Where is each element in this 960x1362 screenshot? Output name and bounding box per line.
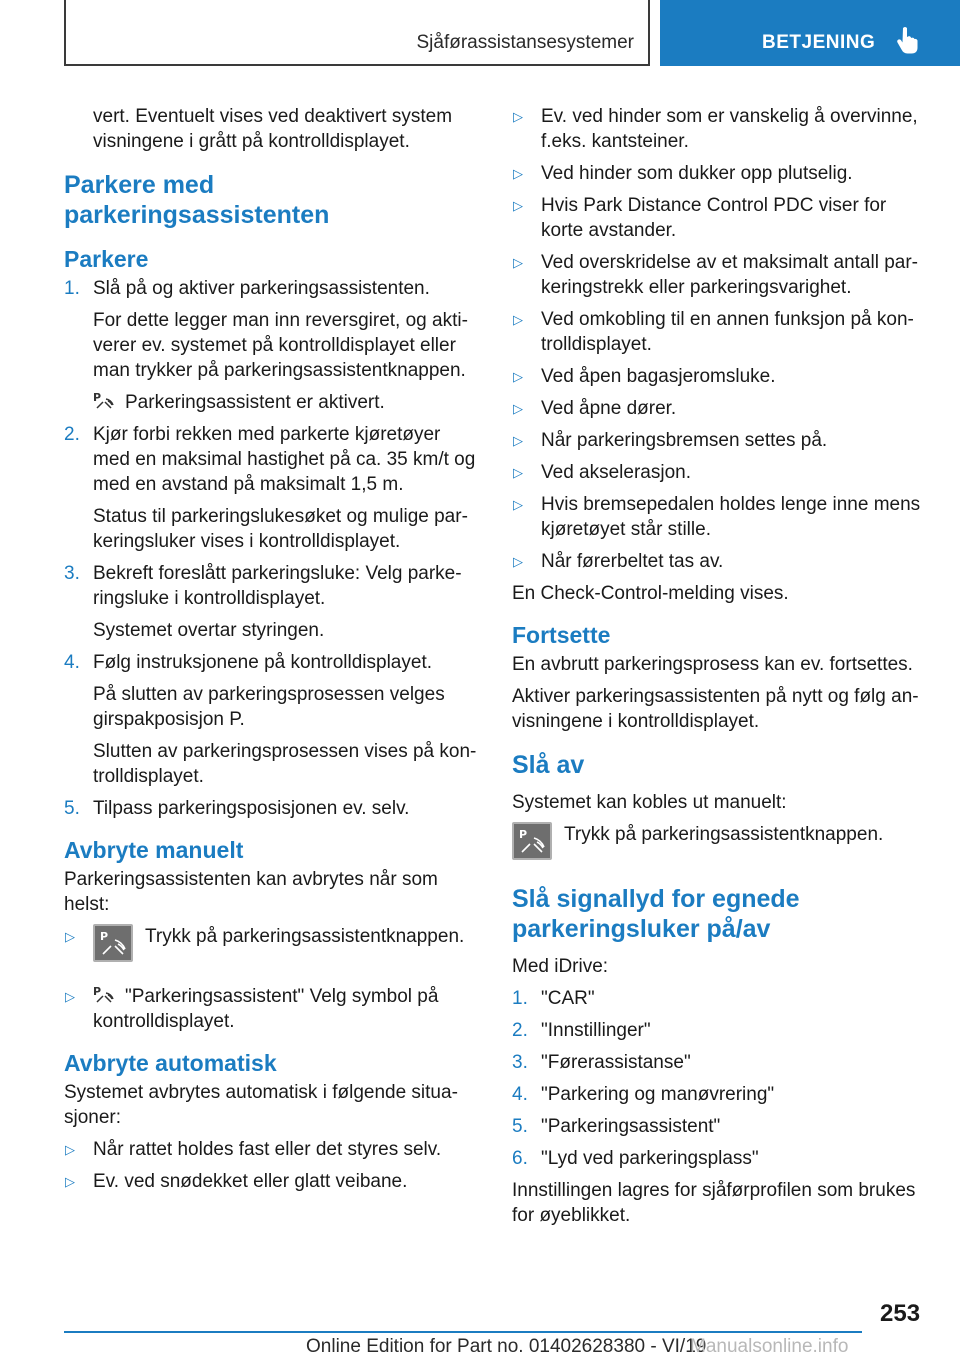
instruction-text: Trykk på parkeringsassistentknappen.	[145, 926, 465, 947]
footer-edition: Online Edition for Part no. 01402628380 - VI/19	[306, 1336, 707, 1357]
step-number: 5.	[64, 798, 80, 819]
triangle-bullet-icon: ▷	[513, 166, 523, 181]
instruction-text: "Parkeringsassistent" Velg symbol på kontrolldisplayet.	[93, 986, 439, 1032]
step-number: 2.	[64, 424, 80, 445]
off-text: Systemet kan kobles ut manuelt:	[512, 792, 787, 813]
triangle-bullet-icon: ▷	[513, 433, 523, 448]
continue-text-2: Aktiver parkeringsassistenten på nytt og følg anvisningene i kontrolldisplayet.	[512, 686, 919, 732]
heading-off: Slå av	[512, 751, 585, 779]
check-control-text: En Check-Control-melding vises.	[512, 583, 789, 604]
step-number: 3.	[64, 563, 80, 584]
list-item: 6. "Lyd ved parkeringsplass"	[512, 1148, 759, 1169]
list-item: ▷ Ved akselerasjon.	[513, 462, 691, 483]
manual-list	[64, 924, 480, 1034]
list-item: ▷ Når rattet holdes fast eller det styres selv.	[65, 1139, 442, 1160]
hand-pointer-icon	[896, 26, 922, 54]
icon-caption: Parkeringsassistent er aktivert.	[125, 392, 385, 413]
list-item: ▷ Ev. ved snødekket eller glatt veibane.	[65, 1171, 408, 1192]
triangle-bullet-icon: ▷	[513, 312, 523, 327]
auto-list-continued	[512, 104, 928, 574]
step-text: Slå på og aktiver parkeringsassistenten.	[93, 278, 430, 299]
list-item: 2. "Innstillinger"	[512, 1020, 651, 1041]
triangle-bullet-icon: ▷	[65, 1142, 75, 1157]
header-section-box	[64, 0, 650, 66]
header-chapter-tab	[660, 0, 960, 66]
list-item: ▷ Hvis Park Distance Control PDC viser for korte avstander.	[513, 195, 887, 241]
list-item: ▷ Når parkeringsbremsen settes på.	[513, 430, 828, 451]
step-extra: Slutten av parkeringsprosessen vises på kontrolldisplayet.	[93, 741, 477, 787]
instruction-text: Trykk på parkeringsassistentknappen.	[564, 824, 884, 845]
list-item	[64, 924, 480, 970]
svg-text:P: P	[93, 985, 102, 998]
triangle-bullet-icon: ▷	[513, 497, 523, 512]
parking-assistant-button-icon	[93, 924, 133, 962]
list-item: ▷ Ev. ved hinder som er vanskelig å overvinne, f.eks. kantsteiner.	[513, 106, 918, 152]
auto-text: Systemet avbrytes automatisk i følgende situasjoner:	[64, 1082, 458, 1128]
parking-assistant-button-icon	[512, 822, 552, 860]
triangle-bullet-icon: ▷	[65, 989, 75, 1004]
heading-parkere: Parkere	[64, 246, 149, 272]
step-text: Kjør forbi rekken med parkerte kjøretøyer med en maksimal hastighet på ca. 35 km/t og med en avstand på maksimalt 1,5 m.	[93, 424, 476, 495]
svg-text:P: P	[519, 828, 528, 841]
step-number: 1.	[64, 278, 80, 299]
list-item	[64, 984, 480, 1034]
list-item	[64, 422, 480, 554]
right-column	[512, 104, 928, 1235]
list-item	[64, 276, 480, 415]
list-item: ▷ Ved åpen bagasjeromsluke.	[513, 366, 776, 387]
triangle-bullet-icon: ▷	[513, 465, 523, 480]
list-item: ▷ Når førerbeltet tas av.	[513, 551, 724, 572]
step-extra: På slutten av parkeringsprosessen velges girspakposisjon P.	[93, 684, 445, 730]
button-instruction	[93, 924, 480, 970]
step-text: Følg instruksjonene på kontrolldisplayet.	[93, 652, 433, 673]
svg-text:P: P	[93, 391, 102, 404]
signal-intro: Med iDrive:	[512, 956, 609, 977]
list-item	[64, 650, 480, 789]
triangle-bullet-icon: ▷	[513, 109, 523, 124]
list-item: 5. "Parkeringsassistent"	[512, 1116, 721, 1137]
step-extra: Status til parkeringslukesøket og mulige parkeringsluker vises i kontrolldisplayet.	[93, 506, 468, 552]
list-item: ▷ Hvis bremsepedalen holdes lenge inne mens kjøretøyet står stille.	[513, 494, 921, 540]
footer-divider	[64, 1331, 862, 1333]
step-text: Bekreft foreslått parkeringsluke: Velg parkeringsluke i kontrolldisplayet.	[93, 563, 462, 609]
header-section-title: Sjåførassistansesystemer	[416, 32, 634, 53]
svg-text:P: P	[100, 930, 109, 943]
auto-list	[64, 1137, 480, 1194]
heading-manual: Avbryte manuelt	[64, 837, 244, 863]
list-item: ▷ Ved hinder som dukker opp plutselig.	[513, 163, 853, 184]
list-item: 3. "Førerassistanse"	[512, 1052, 691, 1073]
step-extra: For dette legger man inn reversgiret, og aktiverer ev. systemet på kontrolldisplayet eller man trykker på parkeringsassistentknappen.	[93, 310, 468, 381]
intro-text: vert. Eventuelt vises ved deaktivert system visningene i grått på kontrolldisplayet.	[93, 106, 453, 152]
triangle-bullet-icon: ▷	[513, 401, 523, 416]
page-number: 253	[880, 1300, 921, 1327]
signal-steps	[512, 986, 928, 1171]
list-item: 1. "CAR"	[512, 988, 595, 1009]
left-column	[64, 104, 480, 1201]
watermark: Manualsonline.info	[690, 1336, 849, 1357]
step-extra: Systemet overtar styringen.	[93, 620, 325, 641]
step-text: Tilpass parkeringsposisjonen ev. selv.	[93, 798, 410, 819]
list-item	[64, 561, 480, 643]
section-title: Parkere med parkeringsassistenten	[64, 171, 330, 229]
list-item: ▷ Ved omkobling til en annen funksjon på kontrolldisplayet.	[513, 309, 914, 355]
parking-assistant-icon	[93, 985, 115, 1005]
triangle-bullet-icon: ▷	[65, 1174, 75, 1189]
parkere-steps	[64, 276, 480, 821]
continue-text-1: En avbrutt parkeringsprosess kan ev. fortsettes.	[512, 654, 913, 675]
triangle-bullet-icon: ▷	[513, 198, 523, 213]
signal-outro: Innstillingen lagres for sjåførprofilen som brukes for øyeblikket.	[512, 1180, 916, 1226]
header-chapter-title: BETJENING	[762, 32, 876, 53]
list-item: ▷ Ved åpne dører.	[513, 398, 677, 419]
triangle-bullet-icon: ▷	[513, 554, 523, 569]
list-item	[64, 796, 480, 821]
heading-continue: Fortsette	[512, 622, 611, 648]
triangle-bullet-icon: ▷	[513, 369, 523, 384]
list-item: ▷ Ved overskridelse av et maksimalt antall parkeringstrekk eller parkeringsvarighet.	[513, 252, 918, 298]
triangle-bullet-icon: ▷	[513, 255, 523, 270]
button-instruction	[512, 822, 928, 868]
parking-assistant-icon	[93, 391, 115, 411]
step-number: 4.	[64, 652, 80, 673]
list-item: 4. "Parkering og manøvrering"	[512, 1084, 775, 1105]
step-icon-line	[93, 390, 480, 415]
heading-auto: Avbryte automatisk	[64, 1050, 277, 1076]
triangle-bullet-icon: ▷	[65, 929, 75, 944]
heading-signal: Slå signallyd for egnede parkeringsluker på/av	[512, 885, 800, 943]
manual-text: Parkeringsassistenten kan avbrytes når som helst:	[64, 869, 438, 915]
